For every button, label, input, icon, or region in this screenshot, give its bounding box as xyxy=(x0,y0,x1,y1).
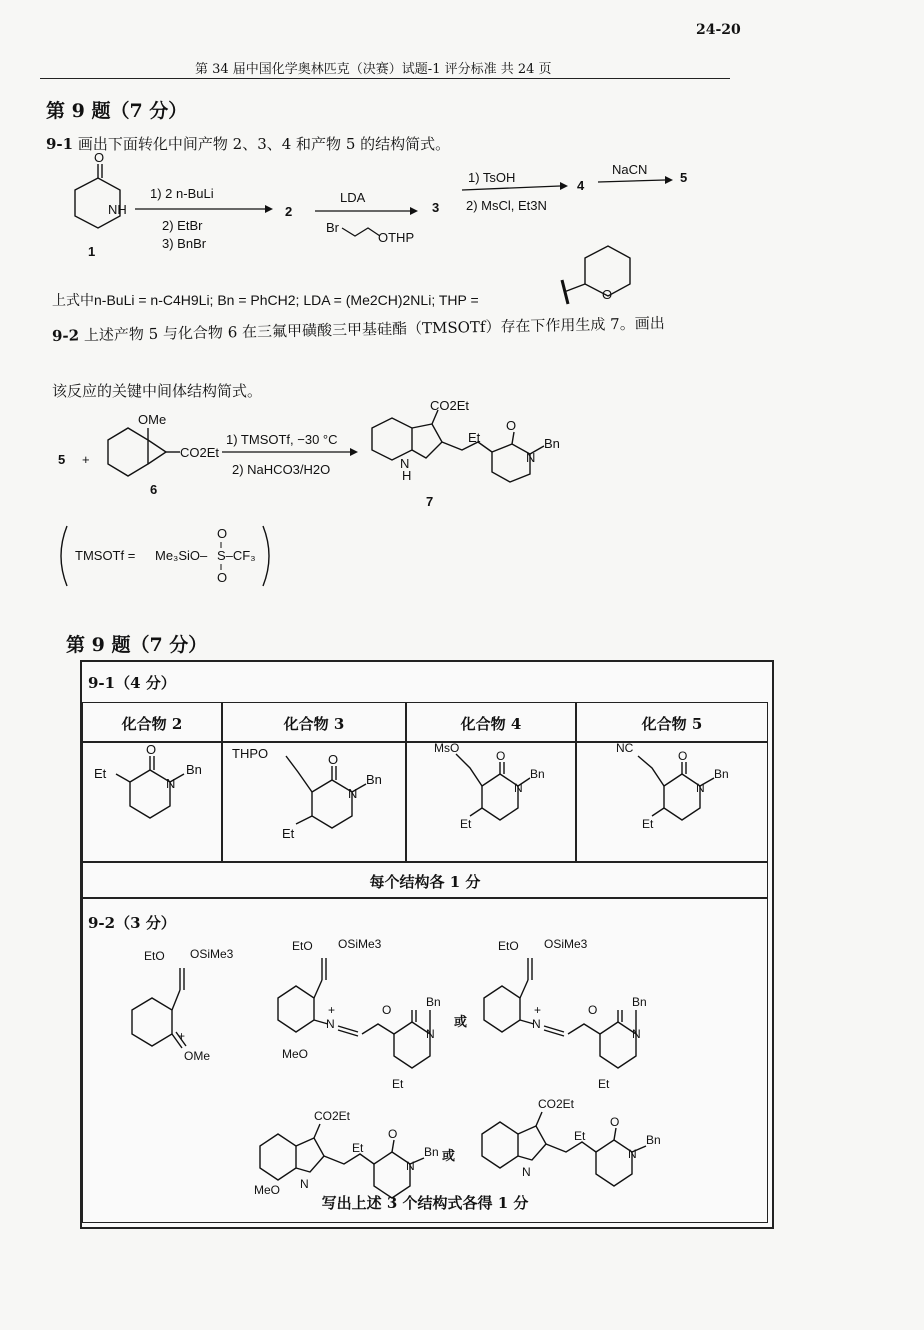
svg-text:O: O xyxy=(506,418,517,433)
svg-text:O: O xyxy=(496,749,506,763)
svg-text:Bn: Bn xyxy=(426,995,441,1009)
thp-structure xyxy=(550,240,650,310)
answer-box xyxy=(80,660,774,1229)
svg-text:EtO: EtO xyxy=(292,939,313,953)
s1-mscl: 2) MsCl, Et3N xyxy=(466,198,547,213)
s1-c5: 5 xyxy=(680,170,688,185)
svg-text:N: N xyxy=(326,1017,335,1031)
svg-text:MeO: MeO xyxy=(254,1183,281,1197)
svg-text:N: N xyxy=(406,1159,415,1173)
svg-text:MeO: MeO xyxy=(282,1047,309,1061)
svg-text:N: N xyxy=(514,781,523,795)
q2-label: 9-2 xyxy=(51,326,80,345)
q2-text-1: 上述产物 5 与化合物 6 在三氟甲磺酸三甲基硅酯（TMSOTf）存在下作用生成 7。画出 xyxy=(83,314,665,345)
s1-r3: 3) BnBr xyxy=(162,236,207,251)
svg-text:Bn: Bn xyxy=(366,772,382,787)
svg-text:O: O xyxy=(146,742,157,757)
s1-r1: 1) 2 n-BuLi xyxy=(150,186,214,201)
score-line-1: 每个结构各 1 分 xyxy=(369,873,481,891)
q1-text: 画出下面转化中间产物 2、3、4 和产物 5 的结构简式。 xyxy=(77,135,451,153)
s1-c4: 4 xyxy=(577,178,585,193)
svg-text:CO2Et: CO2Et xyxy=(314,1109,351,1123)
s1-c3: 3 xyxy=(432,200,440,215)
svg-text:Me₃SiO–: Me₃SiO– xyxy=(155,548,208,563)
svg-text:N: N xyxy=(532,1017,541,1031)
definitions: 上式中n-BuLi = n-C4H9Li; Bn = PhCH2; LDA = (Me2CH)2NLi; THP = xyxy=(52,292,479,308)
answer-title: 第 9 题（7 分） xyxy=(66,634,208,656)
score-line-2: 写出上述 3 个结构式各得 1 分 xyxy=(321,1194,529,1212)
s1-c2: 2 xyxy=(285,204,293,219)
question-title: 第 9 题（7 分） xyxy=(46,100,188,122)
svg-text:TMSOTf =: TMSOTf = xyxy=(75,548,136,563)
part2-label: 9-2（3 分） xyxy=(88,914,176,932)
svg-text:+: + xyxy=(328,1003,336,1017)
s1-nh: NH xyxy=(108,202,127,217)
svg-text:Et: Et xyxy=(94,766,107,781)
svg-text:1) TMSOTf, −30 °C: 1) TMSOTf, −30 °C xyxy=(226,432,338,447)
s1-tsoh: 1) TsOH xyxy=(468,170,516,185)
answer-structures-9-1 xyxy=(82,742,772,872)
s1-br: Br xyxy=(326,220,339,235)
scheme-2 xyxy=(0,398,924,520)
svg-text:O: O xyxy=(678,749,688,763)
svg-text:Bn: Bn xyxy=(714,767,729,781)
svg-text:Et: Et xyxy=(282,826,295,841)
svg-text:N: N xyxy=(300,1177,309,1191)
svg-text:NC: NC xyxy=(616,741,634,755)
svg-text:O: O xyxy=(610,1115,620,1129)
svg-text:CO2Et: CO2Et xyxy=(538,1097,575,1111)
svg-text:H: H xyxy=(402,468,412,483)
col-header-4: 化合物 4 xyxy=(460,715,522,733)
svg-text:EtO: EtO xyxy=(144,949,165,963)
svg-text:MsO: MsO xyxy=(434,741,460,755)
svg-text:THPO: THPO xyxy=(232,746,269,761)
svg-text:OMe: OMe xyxy=(184,1049,211,1063)
svg-text:Bn: Bn xyxy=(424,1145,439,1159)
svg-text:N: N xyxy=(400,456,410,471)
svg-text:Et: Et xyxy=(574,1129,586,1143)
svg-text:O: O xyxy=(382,1003,392,1017)
answer-structures-9-2 xyxy=(82,898,772,1218)
svg-text:S–CF₃: S–CF₃ xyxy=(217,548,256,563)
q2-text-2: 该反应的关键中间体结构简式。 xyxy=(52,382,263,400)
svg-text:5: 5 xyxy=(58,452,66,467)
svg-text:7: 7 xyxy=(426,494,434,509)
svg-text:+: + xyxy=(178,1029,186,1043)
svg-text:Bn: Bn xyxy=(646,1133,661,1147)
svg-text:OMe: OMe xyxy=(138,412,167,427)
svg-text:O: O xyxy=(588,1003,598,1017)
svg-text:N: N xyxy=(632,1027,641,1041)
svg-text:O: O xyxy=(602,287,613,302)
s1-o: O xyxy=(94,150,105,165)
q1-label: 9-1 xyxy=(46,135,74,153)
or-1: 或 xyxy=(454,1014,468,1029)
col-header-3: 化合物 3 xyxy=(283,715,345,733)
svg-text:OSiMe3: OSiMe3 xyxy=(190,947,234,961)
s1-r2: 2) EtBr xyxy=(162,218,203,233)
svg-text:Bn: Bn xyxy=(530,767,545,781)
s1-nacn: NaCN xyxy=(612,162,648,177)
col-header-2: 化合物 2 xyxy=(121,715,183,733)
s1-othp: OTHP xyxy=(378,230,415,245)
svg-text:Et: Et xyxy=(642,817,654,831)
svg-text:+: + xyxy=(534,1003,542,1017)
svg-text:N: N xyxy=(348,786,358,801)
svg-text:O: O xyxy=(388,1127,398,1141)
svg-text:Bn: Bn xyxy=(632,995,647,1009)
part1-label: 9-1（4 分） xyxy=(88,674,176,692)
svg-text:N: N xyxy=(526,450,536,465)
col-header-5: 化合物 5 xyxy=(641,715,703,733)
svg-text:N: N xyxy=(166,776,176,791)
svg-text:Et: Et xyxy=(598,1077,610,1091)
svg-text:O: O xyxy=(217,526,228,541)
or-2: 或 xyxy=(442,1148,456,1163)
svg-text:Et: Et xyxy=(468,430,481,445)
svg-text:EtO: EtO xyxy=(498,939,519,953)
svg-text:CO2Et: CO2Et xyxy=(180,445,220,460)
svg-text:N: N xyxy=(522,1165,531,1179)
svg-text:Bn: Bn xyxy=(186,762,202,777)
page-number: 24-20 xyxy=(696,22,741,38)
svg-text:Bn: Bn xyxy=(544,436,560,451)
svg-text:N: N xyxy=(426,1027,435,1041)
svg-text:OSiMe3: OSiMe3 xyxy=(544,937,588,951)
svg-text:6: 6 xyxy=(150,482,158,497)
header-rule xyxy=(40,78,730,79)
svg-text:Et: Et xyxy=(392,1077,404,1091)
tmsotf-def xyxy=(55,520,315,600)
svg-text:Et: Et xyxy=(460,817,472,831)
page-header: 第 34 届中国化学奥林匹克（决赛）试题-1 评分标准 共 24 页 xyxy=(195,62,552,77)
svg-text:O: O xyxy=(217,570,228,585)
s1-c1: 1 xyxy=(88,244,96,259)
svg-text:N: N xyxy=(628,1147,637,1161)
s1-lda: LDA xyxy=(340,190,366,205)
svg-text:N: N xyxy=(696,781,705,795)
svg-text:Et: Et xyxy=(352,1141,364,1155)
svg-text:+: + xyxy=(82,452,90,467)
svg-text:OSiMe3: OSiMe3 xyxy=(338,937,382,951)
svg-text:O: O xyxy=(328,752,339,767)
svg-text:CO2Et: CO2Et xyxy=(430,398,470,413)
svg-text:2) NaHCO3/H2O: 2) NaHCO3/H2O xyxy=(232,462,331,477)
